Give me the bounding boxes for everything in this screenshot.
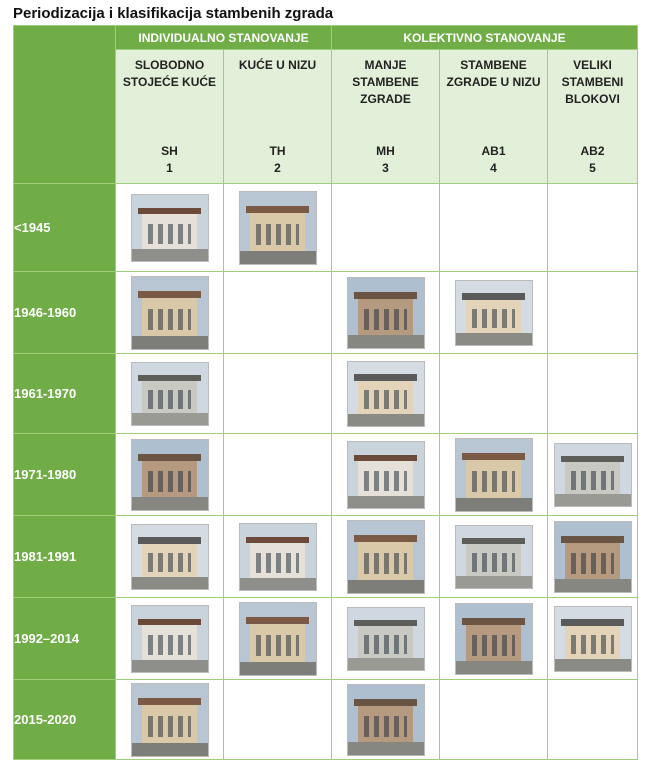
period-row xyxy=(14,680,638,760)
table-cell xyxy=(224,598,332,680)
table-cell xyxy=(548,516,638,598)
building-photo-icon xyxy=(554,606,632,672)
table-cell xyxy=(548,434,638,516)
period-label: 1961-1970 xyxy=(14,354,116,434)
building-photo-icon xyxy=(455,280,533,346)
building-photo-icon xyxy=(347,441,425,509)
table-cell xyxy=(332,680,440,760)
table-cell xyxy=(224,272,332,354)
type-name: KUĆE U NIZU xyxy=(238,57,317,72)
table-cell xyxy=(440,434,548,516)
table-cell xyxy=(332,434,440,516)
type-name: VELIKI STAMBENI BLOKOVI xyxy=(561,57,624,106)
table-cell xyxy=(332,598,440,680)
classification-table xyxy=(13,25,638,760)
table-cell xyxy=(440,354,548,434)
period-row xyxy=(14,184,638,272)
table-cell xyxy=(332,184,440,272)
building-photo-icon xyxy=(131,605,209,673)
table-cell xyxy=(440,516,548,598)
table-cell xyxy=(116,598,224,680)
type-num: 4 xyxy=(490,160,497,175)
table-cell xyxy=(548,680,638,760)
building-photo-icon xyxy=(239,191,317,265)
building-photo-icon xyxy=(347,607,425,671)
table-cell xyxy=(440,184,548,272)
table-cell xyxy=(116,434,224,516)
building-photo-icon xyxy=(347,277,425,349)
building-photo-icon xyxy=(131,362,209,426)
period-label: 1971-1980 xyxy=(14,434,116,516)
building-photo-icon xyxy=(554,521,632,593)
type-code: TH xyxy=(269,143,286,158)
period-label: 1981-1991 xyxy=(14,516,116,598)
period-label: 1992–2014 xyxy=(14,598,116,680)
table-cell xyxy=(332,354,440,434)
type-name: SLOBODNO STOJEĆE KUĆE xyxy=(122,57,217,89)
table-cell xyxy=(224,354,332,434)
table-cell xyxy=(332,516,440,598)
table-cell xyxy=(440,598,548,680)
table-cell xyxy=(548,354,638,434)
period-label: 1946-1960 xyxy=(14,272,116,354)
type-num: 3 xyxy=(382,160,389,175)
type-num: 2 xyxy=(274,160,281,175)
table-cell xyxy=(116,184,224,272)
type-code: SH xyxy=(161,143,178,158)
period-label: <1945 xyxy=(14,184,116,272)
building-photo-icon xyxy=(239,602,317,676)
table-cell xyxy=(548,272,638,354)
building-photo-icon xyxy=(239,523,317,591)
table-cell xyxy=(116,680,224,760)
period-row xyxy=(14,354,638,434)
type-header-5 xyxy=(548,50,638,184)
type-code: AB1 xyxy=(481,143,506,158)
type-header-3 xyxy=(332,50,440,184)
period-label: 2015-2020 xyxy=(14,680,116,760)
building-photo-icon xyxy=(131,439,209,511)
table-cell xyxy=(116,354,224,434)
type-num: 5 xyxy=(589,160,596,175)
period-row xyxy=(14,434,638,516)
building-photo-icon xyxy=(554,443,632,507)
building-photo-icon xyxy=(347,361,425,427)
period-row xyxy=(14,516,638,598)
type-code: AB2 xyxy=(580,143,605,158)
type-header-2 xyxy=(224,50,332,184)
group-collective: KOLEKTIVNO STANOVANJE xyxy=(332,26,638,50)
period-row xyxy=(14,598,638,680)
table-cell xyxy=(116,516,224,598)
table-cell xyxy=(224,516,332,598)
type-code: MH xyxy=(376,143,395,158)
building-photo-icon xyxy=(347,520,425,594)
type-name: MANJE STAMBENE ZGRADE xyxy=(352,57,419,106)
table-cell xyxy=(224,184,332,272)
table-cell xyxy=(224,680,332,760)
period-row xyxy=(14,272,638,354)
building-photo-icon xyxy=(131,524,209,590)
group-header-row xyxy=(14,26,638,50)
building-photo-icon xyxy=(455,438,533,512)
table-cell xyxy=(332,272,440,354)
building-photo-icon xyxy=(131,276,209,350)
table-cell xyxy=(440,680,548,760)
table-cell xyxy=(116,272,224,354)
building-photo-icon xyxy=(131,194,209,262)
building-photo-icon xyxy=(455,603,533,675)
type-num: 1 xyxy=(166,160,173,175)
building-photo-icon xyxy=(131,683,209,757)
type-header-1 xyxy=(116,50,224,184)
table-cell xyxy=(224,434,332,516)
corner-cell xyxy=(14,26,116,184)
type-name: STAMBENE ZGRADE U NIZU xyxy=(446,57,541,89)
type-header-4 xyxy=(440,50,548,184)
building-photo-icon xyxy=(347,684,425,756)
page-title: Periodizacija i klasifikacija stambenih zgrada xyxy=(13,5,334,22)
group-individual: INDIVIDUALNO STANOVANJE xyxy=(116,26,332,50)
table-cell xyxy=(440,272,548,354)
building-photo-icon xyxy=(455,525,533,589)
table-cell xyxy=(548,598,638,680)
table-cell xyxy=(548,184,638,272)
